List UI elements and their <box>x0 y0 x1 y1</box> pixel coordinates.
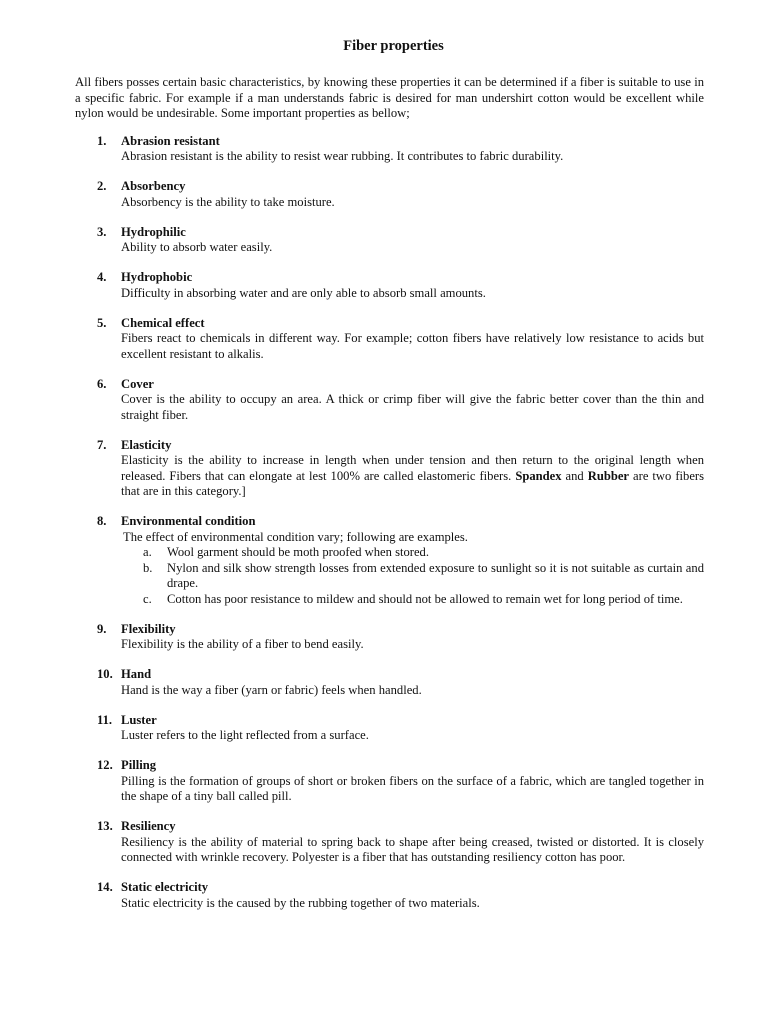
property-chemical-effect <box>75 316 704 363</box>
property-number: 2. <box>97 179 107 193</box>
property-absorbency <box>75 179 704 210</box>
properties-list <box>75 134 704 912</box>
property-title: Static electricity <box>121 880 209 894</box>
property-number: 7. <box>97 437 107 452</box>
property-title: Chemical effect <box>121 315 205 330</box>
property-flexibility <box>75 622 704 653</box>
property-title: Pilling <box>121 758 156 772</box>
property-number: 13. <box>97 819 113 833</box>
property-number: 11. <box>97 712 113 727</box>
elasticity-desc-mid: and <box>561 468 588 483</box>
property-title: Hydrophobic <box>121 270 193 284</box>
rubber-term: Rubber <box>587 468 630 483</box>
example-text: Wool garment should be moth proofed when stored. <box>167 545 430 559</box>
property-title: Hydrophilic <box>121 224 186 239</box>
property-luster <box>75 713 704 744</box>
property-number: 14. <box>97 880 113 894</box>
property-description: Cover is the ability to occupy an area. A thick or crimp fiber will give the fabric better cover than the thin and straight fiber. <box>121 392 704 422</box>
property-number: 10. <box>97 667 113 681</box>
property-description: Absorbency is the ability to take moisture. <box>121 194 335 209</box>
property-title: Abrasion resistant <box>121 133 220 148</box>
property-number: 6. <box>97 376 107 391</box>
example-text: Nylon and silk show strength losses from extended exposure to sunlight so it is not suitable as curtain and drape. <box>167 560 704 590</box>
property-number: 4. <box>97 270 107 284</box>
property-title: Hand <box>121 667 152 681</box>
property-description: Ability to absorb water easily. <box>121 240 273 254</box>
example-item <box>121 545 704 561</box>
property-description: Hand is the way a fiber (yarn or fabric) feels when handled. <box>121 682 422 697</box>
property-number: 9. <box>97 621 107 636</box>
property-environmental-condition <box>75 514 704 607</box>
property-title: Resiliency <box>121 819 176 833</box>
property-title: Environmental condition <box>121 514 256 528</box>
property-description: Resiliency is the ability of material to spring back to shape after being creased, twisted or distorted. It is closely connected with wrinkle recovery. Polyester is a fiber that has outstanding resiliency cotton has poor. <box>121 834 704 864</box>
property-elasticity <box>75 438 704 500</box>
property-resiliency <box>75 819 704 866</box>
spandex-term: Spandex <box>515 468 562 483</box>
example-letter: a. <box>143 545 152 559</box>
property-number: 3. <box>97 224 107 239</box>
property-description <box>121 453 704 500</box>
property-title: Flexibility <box>121 621 176 636</box>
example-letter: b. <box>143 560 153 575</box>
example-item <box>121 561 704 592</box>
property-title: Elasticity <box>121 437 172 452</box>
property-description: The effect of environmental condition vary; following are examples. <box>123 529 468 544</box>
elasticity-desc-end: are two fibers that are in this category.] <box>121 468 705 498</box>
example-letter: c. <box>143 591 152 606</box>
property-description: Abrasion resistant is the ability to resist wear rubbing. It contributes to fabric durability. <box>121 149 564 163</box>
property-hydrophilic <box>75 225 704 256</box>
property-description: Luster refers to the light reflected from a surface. <box>121 728 369 742</box>
property-static-electricity <box>75 880 704 911</box>
example-text: Cotton has poor resistance to mildew and should not be allowed to remain wet for long period of time. <box>167 591 683 606</box>
property-number: 12. <box>97 758 113 772</box>
property-number: 8. <box>97 514 107 528</box>
environmental-examples-list <box>121 545 704 607</box>
property-description: Fibers react to chemicals in different way. For example; cotton fibers have relatively low resistance to acids but excellent resistant to alkalis. <box>121 331 704 361</box>
property-hand <box>75 667 704 698</box>
elasticity-desc-start: Elasticity is the ability to increase in length when under tension and then return to the original length when released. Fibers that can elongate at lest 100% are called elastomeric fibers. <box>121 453 704 483</box>
property-description: Difficulty in absorbing water and are only able to absorb small amounts. <box>121 285 486 300</box>
intro-paragraph: All fibers posses certain basic characteristics, by knowing these properties it can be determined if a fiber is suitable to use in a specific fabric. For example if a man understands fabric is desired for man undershirt cotton would be excellent while nylon would be undesirable. Some important properties as bellow; <box>75 75 704 120</box>
property-cover <box>75 377 704 424</box>
property-description: Flexibility is the ability of a fiber to bend easily. <box>121 637 364 651</box>
page-title: Fiber properties <box>343 38 444 54</box>
property-number: 5. <box>97 315 107 330</box>
property-abrasion-resistant <box>75 134 704 165</box>
example-item <box>121 592 704 608</box>
property-title: Cover <box>121 376 154 391</box>
property-number: 1. <box>97 133 107 148</box>
property-description: Static electricity is the caused by the rubbing together of two materials. <box>121 895 480 910</box>
property-hydrophobic <box>75 270 704 301</box>
property-title: Luster <box>121 712 157 727</box>
property-pilling <box>75 758 704 805</box>
property-title: Absorbency <box>121 179 186 193</box>
property-description: Pilling is the formation of groups of short or broken fibers on the surface of a fabric, which are tangled together in the shape of a tiny ball called pill. <box>121 773 704 803</box>
